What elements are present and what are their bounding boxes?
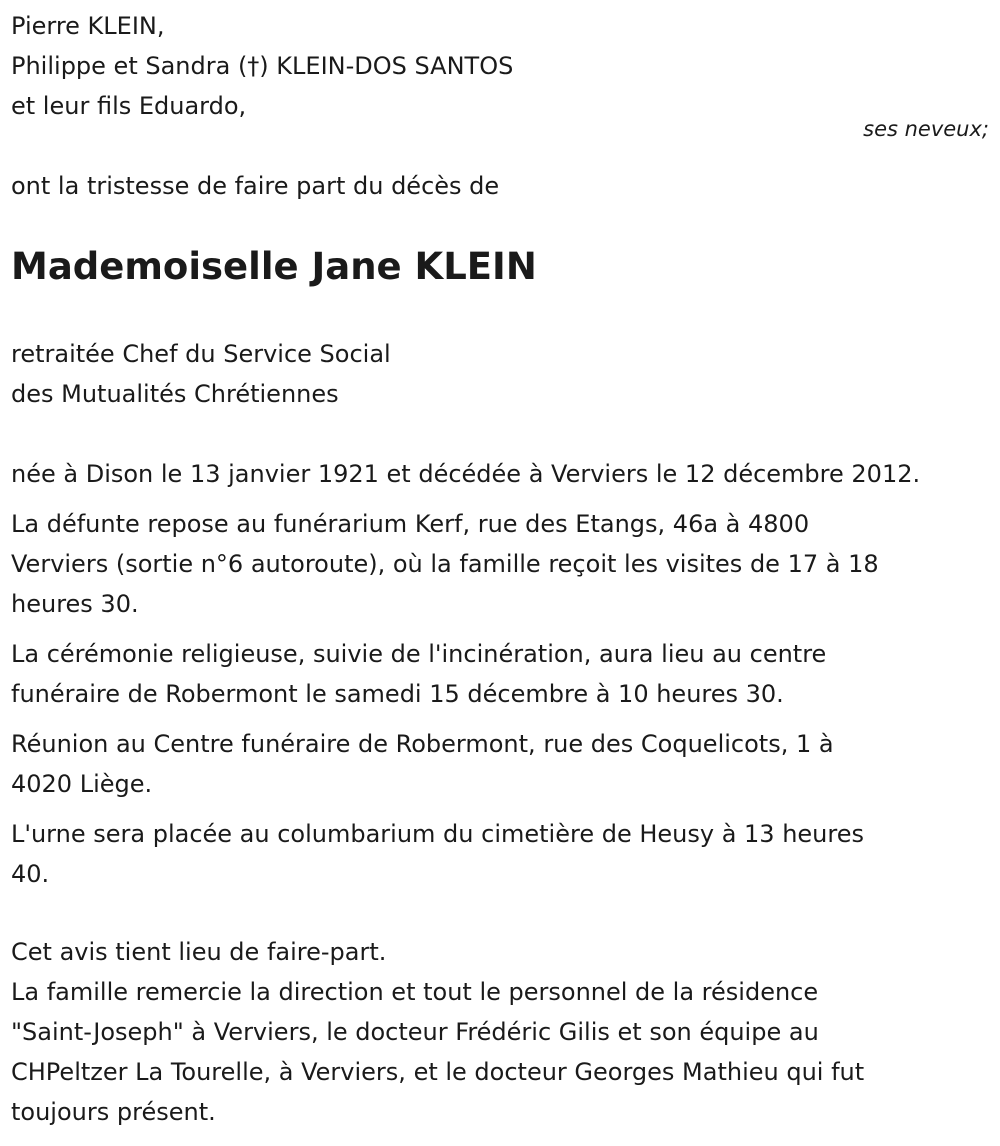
- text-line: Cet avis tient lieu de faire-part.: [11, 938, 387, 966]
- text-line: Réunion au Centre funéraire de Robermont, rue des Coquelicots, 1 à: [11, 730, 834, 758]
- notice-line: [11, 932, 993, 972]
- meeting-paragraph: [11, 724, 993, 804]
- text-line: L'urne sera placée au columbarium du cimetière de Heusy à 13 heures: [11, 820, 864, 848]
- signers-block: [11, 6, 513, 126]
- text-line: funéraire de Robermont le samedi 15 décembre à 10 heures 30.: [11, 680, 784, 708]
- birth-death-paragraph: [11, 454, 993, 494]
- text-line: "Saint-Joseph" à Verviers, le docteur Frédéric Gilis et son équipe au: [11, 1018, 819, 1046]
- intro-text: ont la tristesse de faire part du décès de: [11, 172, 500, 200]
- text-line: CHPeltzer La Tourelle, à Verviers, et le docteur Georges Mathieu qui fut: [11, 1058, 865, 1086]
- repose-paragraph: [11, 504, 993, 624]
- text-line: La cérémonie religieuse, suivie de l'incinération, aura lieu au centre: [11, 640, 827, 668]
- occupation-block: [11, 334, 391, 414]
- deceased-name: Mademoiselle Jane KLEIN: [11, 245, 537, 288]
- text-line: heures 30.: [11, 590, 139, 618]
- signer-line: Philippe et Sandra (†) KLEIN-DOS SANTOS: [11, 52, 514, 80]
- occupation-line: des Mutualités Chrétiennes: [11, 380, 339, 408]
- text-line: toujours présent.: [11, 1098, 216, 1126]
- urn-paragraph: [11, 814, 993, 894]
- closing-block: [11, 932, 993, 1132]
- text-line: La défunte repose au funérarium Kerf, rue des Etangs, 46a à 4800: [11, 510, 810, 538]
- signer-line: Pierre KLEIN,: [11, 12, 165, 40]
- text-line: Verviers (sortie n°6 autoroute), où la famille reçoit les visites de 17 à 18: [11, 550, 879, 578]
- signer-line: et leur fils Eduardo,: [11, 92, 247, 120]
- occupation-line: retraitée Chef du Service Social: [11, 340, 391, 368]
- text-line: 40.: [11, 860, 50, 888]
- relation-label: ses neveux;: [863, 117, 989, 141]
- ceremony-paragraph: [11, 634, 993, 714]
- details-block: [11, 454, 993, 904]
- text-line: La famille remercie la direction et tout le personnel de la résidence: [11, 978, 819, 1006]
- thanks-paragraph: [11, 972, 993, 1132]
- text-line: née à Dison le 13 janvier 1921 et décédée à Verviers le 12 décembre 2012.: [11, 460, 921, 488]
- text-line: 4020 Liège.: [11, 770, 153, 798]
